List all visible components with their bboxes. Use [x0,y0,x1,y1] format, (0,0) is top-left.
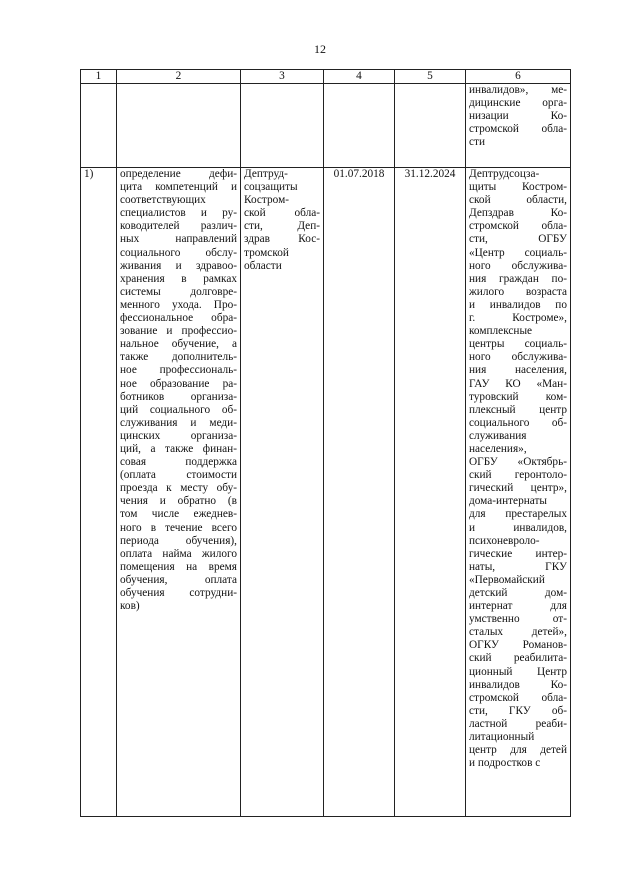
cont-cell-3 [241,84,324,168]
text-line: ного обслужива- [469,351,567,364]
text-line: ционный Центр [469,665,567,678]
text-line: комплексные [469,325,533,338]
participants [466,168,571,817]
measure-description [117,168,241,817]
text-line: также дополнитель- [120,351,237,364]
text-line: стромской обла- [469,123,567,136]
executor [241,168,324,817]
text-line: стромской обла- [469,220,567,233]
text-line: служивания и меди- [120,416,237,429]
table-row [81,168,571,817]
text-line: Дептруд- [244,168,288,180]
text-line: (оплата стоимости [120,469,237,482]
text-line: ков) [120,600,140,613]
text-line: ский реабилита- [469,652,567,665]
text-line: дицинские орга- [469,97,567,110]
text-line: детский дом- [469,587,567,599]
text-line: ластной реаби- [469,717,567,730]
text-line: менного ухода. Про- [120,298,237,311]
header-col-3: 3 [241,70,324,84]
text-line: определение дефи- [120,168,237,180]
text-line: тромской [244,246,289,259]
text-line: ное профессиональ- [120,364,237,377]
header-col-2: 2 [117,70,241,84]
text-line: «Центр социаль- [469,246,567,259]
text-line: обучения сотрудни- [120,587,237,599]
text-line: ния граждан по- [469,272,567,285]
text-line: хранения в рамках [120,272,237,285]
text-line: ботников организа- [120,390,237,403]
text-line: сти, ГКУ об- [469,704,567,717]
text-line: психоневроло- [469,534,540,547]
continuation-row [81,84,571,168]
text-line: ский геронтоло- [469,469,567,482]
cont-participants [466,84,571,168]
text-line: области [244,259,282,272]
text-line: соцзащиты [244,181,298,194]
text-line: ния населения, [469,364,567,377]
text-line: фессиональное обра- [120,312,237,325]
text-line: обучения, оплата [120,573,237,586]
text-line: ОГБУ «Октябрь- [469,456,567,469]
text-line: интернат для [469,600,567,613]
text-line: низации Ко- [469,110,567,123]
text-line: дома-интернаты [469,495,548,508]
text-line: жилого возраста [469,285,567,298]
text-line: ГАУ КО «Ман- [469,377,567,390]
text-line: наты, ГКУ [469,560,567,573]
text-line: ного обслужива- [469,259,567,272]
text-line: ций, а также финан- [120,442,237,455]
text-line: ное образование ра- [120,377,237,390]
text-line: здрав Кос- [244,233,320,246]
text-line: проезда к месту обу- [120,482,237,495]
text-line: гические интер- [469,547,567,560]
text-line: г. Костроме», [469,312,567,325]
text-line: помещения на время [120,560,237,573]
text-line: том числе ежеднев- [120,508,237,521]
cont-cell-5 [395,84,466,168]
text-line: плексный центр [469,403,567,416]
row-number: 1) [81,168,117,817]
text-line: ного в течение всего [120,521,237,534]
table-header-row [81,70,571,84]
text-line: центры социаль- [469,338,567,351]
end-date: 31.12.2024 [395,168,466,817]
text-line: ОГКУ Романов- [469,639,567,652]
header-col-4: 4 [324,70,395,84]
text-line: оплата найма жилого [120,547,237,560]
text-line: «Первомайский [469,573,545,586]
header-col-5: 5 [395,70,466,84]
text-line: Депздрав Ко- [469,207,567,220]
plan-table [80,69,571,817]
text-line: туровский ком- [469,390,567,403]
text-line: для престарелых [469,508,567,521]
text-line: зование и профессио- [120,325,237,338]
text-line: литационный [469,731,535,744]
text-line: системы долговре- [120,285,237,298]
text-line: и подростков с [469,757,541,770]
text-line: живания и здравоо- [120,259,237,272]
start-date: 01.07.2018 [324,168,395,817]
text-line: щиты Костром- [469,181,567,194]
text-line: ской обла- [244,207,320,220]
text-line: и инвалидов, [469,521,567,534]
text-line: периода обучения), [120,534,237,547]
text-line: цинских организа- [120,429,237,442]
text-line: специалистов и ру- [120,207,237,220]
text-line: ской области, [469,194,567,207]
text-line: умственно от- [469,613,567,626]
text-line: соответствующих [120,194,206,207]
page-number: 12 [314,42,326,56]
text-line: ководителей различ- [120,220,237,233]
text-line: цита компетенций и [120,181,237,194]
text-line: и инвалидов по [469,298,567,311]
text-line: ций социального об- [120,403,237,416]
cont-cell-2 [117,84,241,168]
text-line: чения и обратно (в [120,495,237,508]
text-line: инвалидов Ко- [469,678,567,691]
text-line: гический центр», [469,482,567,495]
header-col-6: 6 [466,70,571,84]
text-line: центр для детей [469,744,567,757]
text-line: сталых детей», [469,626,567,639]
cont-cell-1 [81,84,117,168]
text-line: служивания [469,429,527,442]
text-line: сти, ОГБУ [469,233,567,246]
text-line: инвалидов», ме- [469,84,567,96]
text-line: совая поддержка [120,456,237,469]
cont-cell-4 [324,84,395,168]
text-line: населения», [469,442,527,455]
text-line: сти, Деп- [244,220,320,233]
text-line: Костром- [244,194,289,207]
text-line: социального обслу- [120,246,237,259]
text-line: сти [469,136,485,149]
text-line: нальное обучение, а [120,338,237,351]
text-line: Дептрудсоцза- [469,168,540,180]
text-line: социального об- [469,416,567,429]
text-line: стромской обла- [469,691,567,704]
header-col-1: 1 [81,70,117,84]
text-line: ных направлений [120,233,237,246]
